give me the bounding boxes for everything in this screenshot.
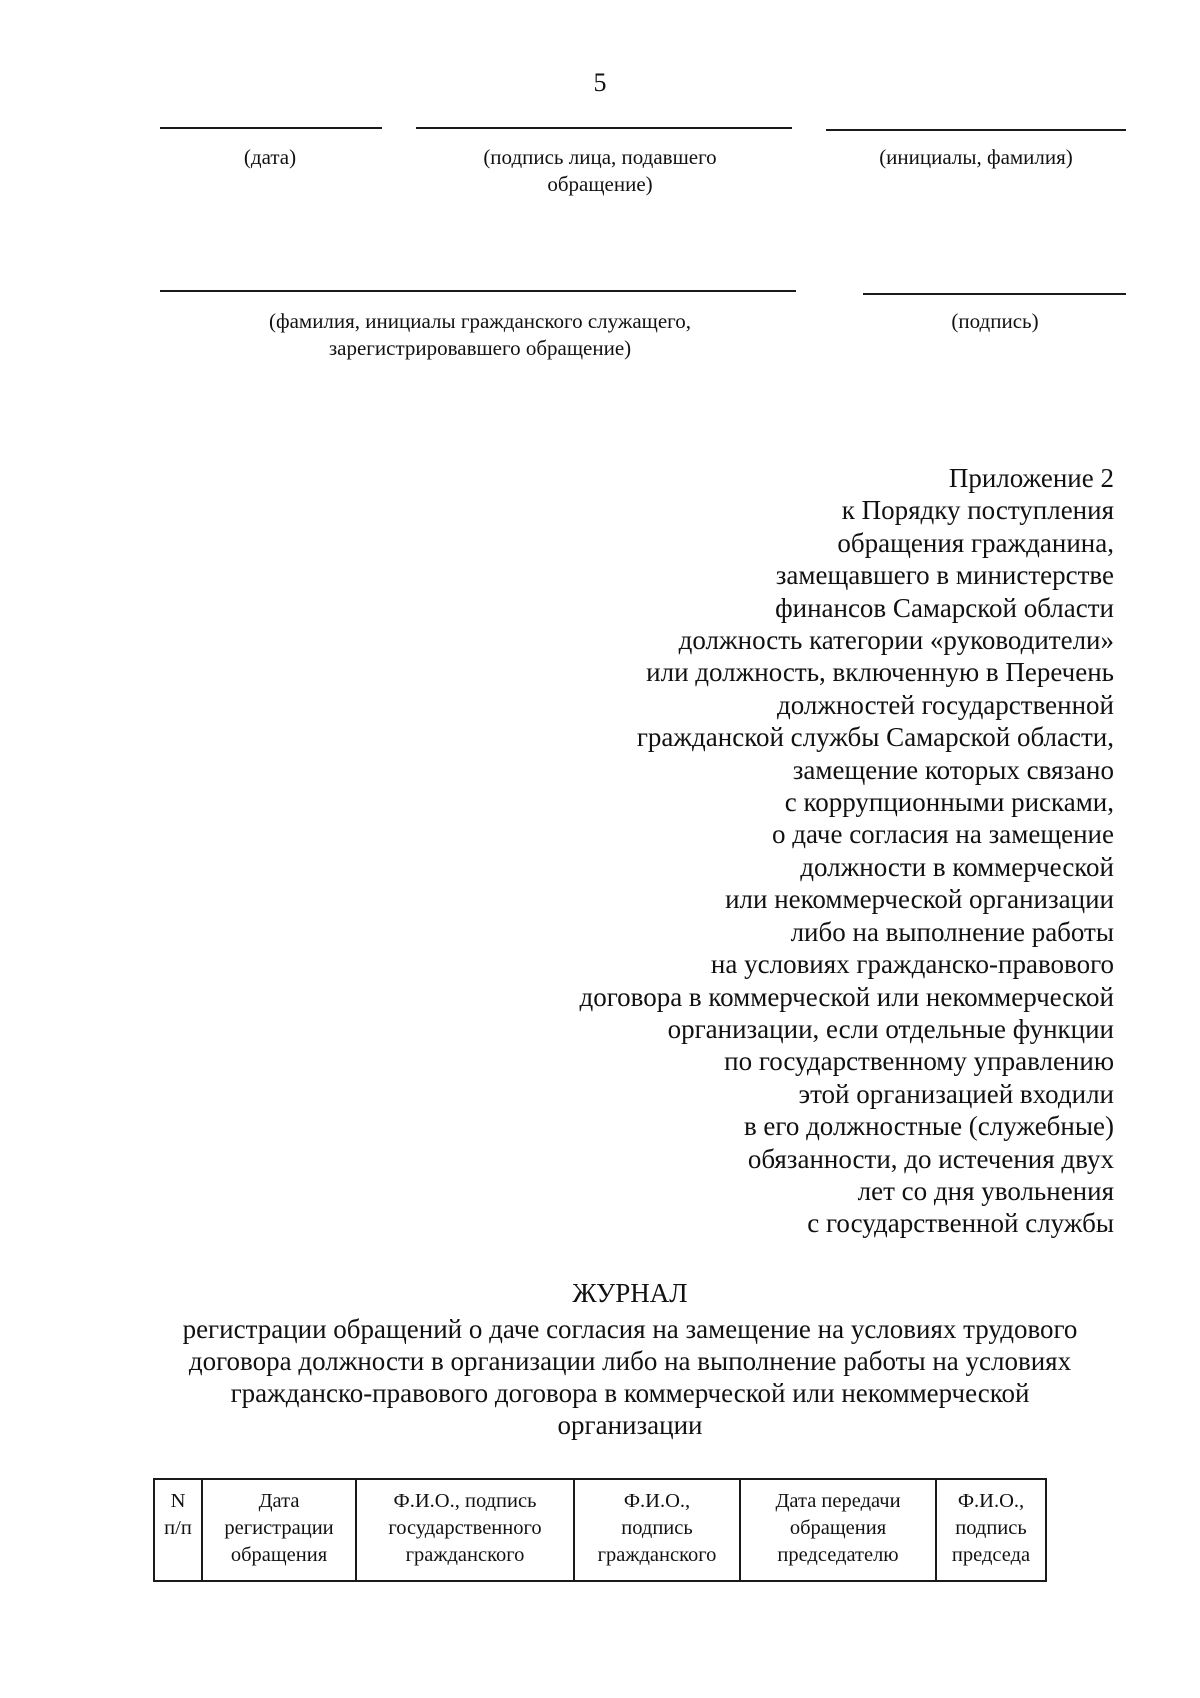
header-transfer-date-line-1: Дата передачи <box>775 1490 901 1512</box>
appendix-line: Приложение 2 <box>948 463 1114 493</box>
appendix-line: должность категории «руководители» <box>678 625 1114 656</box>
header-registration-date-line-3: обращения <box>230 1544 328 1566</box>
appendix-line: обязанности, до истечения двух <box>747 1143 1114 1174</box>
initials-line <box>826 129 1126 131</box>
applicant-signature-caption <box>410 144 790 198</box>
header-transfer-date-line-3: председателю <box>777 1544 899 1566</box>
appendix-line: или некоммерческой организации <box>725 884 1114 915</box>
header-citizen-line-1: Ф.И.О., <box>623 1490 691 1512</box>
registration-table <box>153 1478 1047 1582</box>
appendix-line: лет со дня увольнения <box>857 1175 1114 1206</box>
appendix-line: замещавшего в министерстве <box>775 560 1114 591</box>
appendix-line: к Порядку поступления <box>841 495 1114 526</box>
appendix-line: либо на выполнение работы <box>790 916 1114 947</box>
appendix-line: о даче согласия на замещение <box>771 819 1114 850</box>
appendix-line: обращения гражданина, <box>837 527 1114 558</box>
journal-subtitle-line: регистрации обращений о даче согласия на замещение на условиях трудового <box>182 1314 1078 1344</box>
registrar-line <box>160 290 796 292</box>
appendix-line: в его должностные (служебные) <box>743 1111 1114 1142</box>
header-number-line-2: п/п <box>164 1517 192 1539</box>
signature-line <box>863 293 1126 295</box>
header-civil-servant-line-1: Ф.И.О., подпись <box>393 1490 537 1512</box>
registrar-caption-line-1: (фамилия, инициалы гражданского служащего, <box>268 309 692 333</box>
appendix-line: финансов Самарской области <box>775 592 1114 623</box>
header-chairman-line-1: Ф.И.О., <box>957 1490 1025 1512</box>
date-caption: (дата) <box>243 145 297 169</box>
registrar-caption <box>180 308 780 362</box>
header-number <box>154 1479 202 1581</box>
header-registration-date <box>202 1479 356 1581</box>
header-civil-servant-line-2: государственного <box>388 1517 542 1539</box>
header-number-line-1: N <box>170 1490 186 1512</box>
header-chairman <box>936 1479 1046 1581</box>
applicant-signature-caption-line-2: обращение) <box>547 172 653 196</box>
appendix-line: договора в коммерческой или некоммерческой <box>579 981 1114 1012</box>
header-transfer-date <box>740 1479 936 1581</box>
journal-subtitle <box>140 1313 1120 1441</box>
header-citizen <box>574 1479 740 1581</box>
applicant-signature-caption-line-1: (подпись лица, подавшего <box>483 145 717 169</box>
header-chairman-line-2: подпись <box>955 1517 1027 1539</box>
table-header-row <box>154 1479 1046 1581</box>
appendix-line: на условиях гражданско-правового <box>710 949 1114 980</box>
initials-caption: (инициалы, фамилия) <box>879 145 1073 169</box>
appendix-line: с коррупционными рисками, <box>784 787 1114 818</box>
journal-subtitle-line: гражданско-правового договора в коммерческой или некоммерческой <box>230 1378 1030 1408</box>
header-chairman-line-3: председа <box>951 1544 1031 1566</box>
appendix-line: или должность, включенную в Перечень <box>646 657 1114 688</box>
appendix-block <box>494 462 1114 1240</box>
appendix-line: организации, если отдельные функции <box>667 1013 1114 1044</box>
journal-subtitle-line: договора должности в организации либо на выполнение работы на условиях <box>188 1346 1072 1376</box>
appendix-line: замещение которых связано <box>792 754 1114 785</box>
appendix-line: с государственной службы <box>807 1208 1114 1239</box>
appendix-line: этой организацией входили <box>798 1078 1114 1109</box>
appendix-line: гражданской службы Самарской области, <box>636 722 1114 753</box>
signature-caption: (подпись) <box>951 309 1039 333</box>
header-civil-servant-line-3: гражданского <box>405 1544 525 1566</box>
header-civil-servant <box>356 1479 574 1581</box>
applicant-signature-line <box>416 127 792 129</box>
header-citizen-line-3: гражданского <box>597 1544 717 1566</box>
header-registration-date-line-2: регистрации <box>224 1517 334 1539</box>
header-citizen-line-2: подпись <box>621 1517 693 1539</box>
header-transfer-date-line-2: обращения <box>789 1517 887 1539</box>
appendix-line: должности в коммерческой <box>800 851 1114 882</box>
appendix-line: должностей государственной <box>776 689 1114 720</box>
page-number: 5 <box>593 68 607 97</box>
header-registration-date-line-1: Дата <box>258 1490 300 1512</box>
appendix-line: по государственному управлению <box>724 1046 1114 1077</box>
registrar-caption-line-2: зарегистрировавшего обращение) <box>328 336 632 360</box>
journal-title: ЖУРНАЛ <box>572 1278 688 1308</box>
journal-subtitle-line: организации <box>557 1410 703 1440</box>
date-line <box>160 127 382 129</box>
